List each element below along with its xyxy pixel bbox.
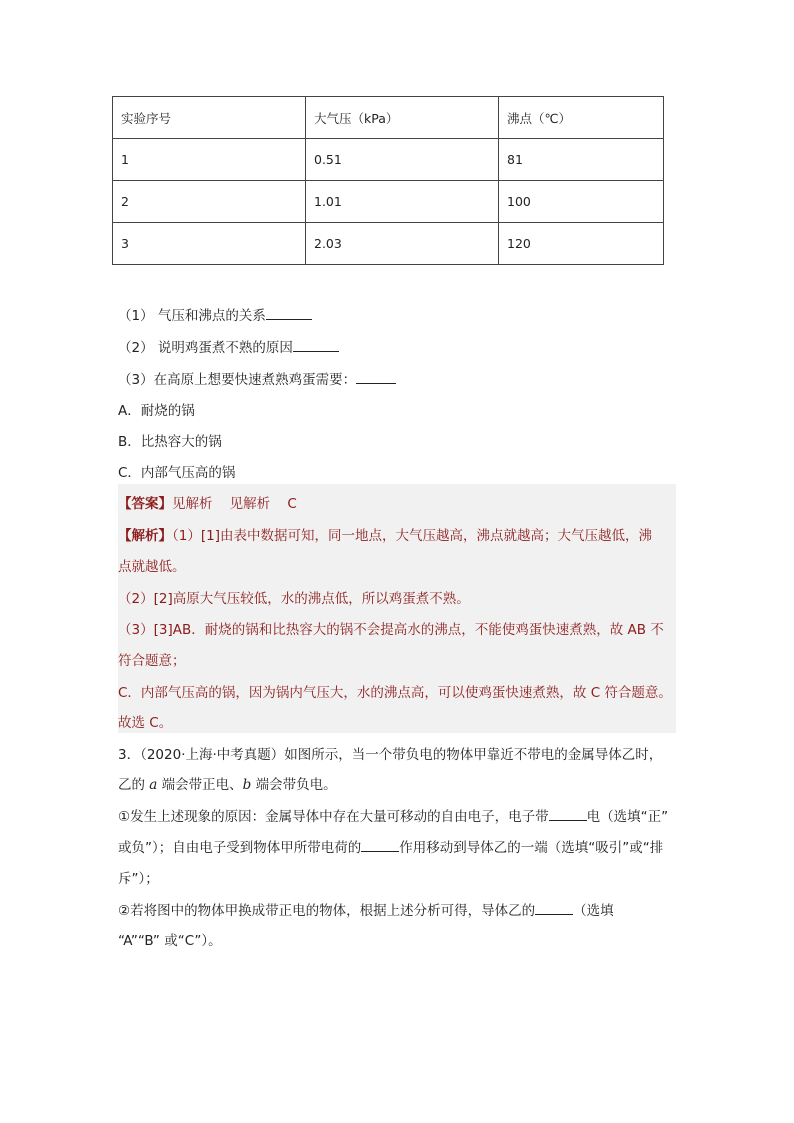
text-segment: 端会带正电、 <box>157 777 243 793</box>
question-2-text: （2） 说明鸡蛋煮不熟的原因 <box>118 340 293 356</box>
text-segment: ②若将图中的物体甲换成带正电的物体，根据上述分析可得，导体乙的 <box>118 903 536 919</box>
variable-b: b <box>242 777 252 793</box>
question-3-title: 3．（2020·上海·中考真题）如图所示，当一个带负电的物体甲靠近不带电的金属导体乙时， <box>118 747 663 763</box>
question-3-part-1-end: 斥”）； <box>118 871 159 887</box>
analysis-line-2: 点就越低。 <box>118 559 186 575</box>
analysis-text: （1）[1]由表中数据可知，同一地点，大气压越高，沸点就越高；大气压越低，沸 <box>172 528 652 544</box>
table-cell: 120 <box>499 223 664 265</box>
analysis-line-7: 故选 C。 <box>118 715 173 731</box>
table-header-row <box>113 97 664 139</box>
analysis-label: 【解析】 <box>118 528 172 544</box>
answer-line <box>118 492 297 512</box>
table-header-cell: 沸点（℃） <box>499 97 664 139</box>
text-segment: 端会带负电。 <box>251 777 337 793</box>
answer-blank <box>356 369 396 384</box>
text-segment: （选填 <box>573 903 614 919</box>
question-3-part-1 <box>118 805 668 825</box>
answer-blank <box>535 900 573 915</box>
answer-blank <box>549 806 587 821</box>
answer-blank <box>293 337 339 352</box>
analysis-line-3: （2）[2]高原大气压较低，水的沸点低，所以鸡蛋煮不熟。 <box>118 591 470 607</box>
table-cell: 1 <box>113 139 306 181</box>
question-3-text: （3）在高原上想要快速煮熟鸡蛋需要： <box>118 372 357 388</box>
table-cell: 100 <box>499 181 664 223</box>
question-1-text: （1） 气压和沸点的关系 <box>118 308 266 324</box>
analysis-line-6: C．内部气压高的锅，因为锅内气压大，水的沸点高，可以使鸡蛋快速煮熟，故 C 符合题意。 <box>118 685 672 701</box>
table-cell: 3 <box>113 223 306 265</box>
question-3-part-2 <box>118 899 614 919</box>
text-segment: ①发生上述现象的原因：金属导体中存在大量可移动的自由电子，电子带 <box>118 809 549 825</box>
variable-a: a <box>149 777 158 793</box>
table-header-cell: 实验序号 <box>113 97 306 139</box>
question-3-line-2 <box>118 773 337 793</box>
table-cell: 2.03 <box>306 223 499 265</box>
answer-label: 【答案】 <box>118 496 172 512</box>
analysis-line-5: 符合题意； <box>118 653 186 669</box>
text-segment: 作用移动到导体乙的一端（选填“吸引”或“排 <box>399 840 664 856</box>
table-row <box>113 139 664 181</box>
question-2 <box>118 336 339 356</box>
question-3 <box>118 368 396 388</box>
analysis-line-4: （3）[3]AB．耐烧的锅和比热容大的锅不会提高水的沸点，不能使鸡蛋快速煮熟，故 AB 不 <box>118 622 664 638</box>
answer-blank <box>361 837 399 852</box>
answer-blank <box>266 305 312 320</box>
table-header-cell: 大气压（kPa） <box>306 97 499 139</box>
option-a: A．耐烧的锅 <box>118 403 195 419</box>
question-3-part-2-end: “A”“B” 或“C”）。 <box>118 933 222 949</box>
analysis-line-1 <box>118 524 652 544</box>
data-table <box>112 96 664 265</box>
option-b: B．比热容大的锅 <box>118 434 222 450</box>
table-cell: 0.51 <box>306 139 499 181</box>
table-cell: 1.01 <box>306 181 499 223</box>
table-cell: 2 <box>113 181 306 223</box>
question-3-part-1-cont <box>118 836 663 856</box>
answer-text: 见解析 见解析 C <box>172 496 297 512</box>
text-segment: 乙的 <box>118 777 150 793</box>
table-cell: 81 <box>499 139 664 181</box>
question-1 <box>118 304 312 324</box>
option-c: C．内部气压高的锅 <box>118 465 236 481</box>
table-row <box>113 223 664 265</box>
text-segment: 电（选填“正” <box>586 809 669 825</box>
table-row <box>113 181 664 223</box>
text-segment: 或负”）；自由电子受到物体甲所带电荷的 <box>118 840 362 856</box>
